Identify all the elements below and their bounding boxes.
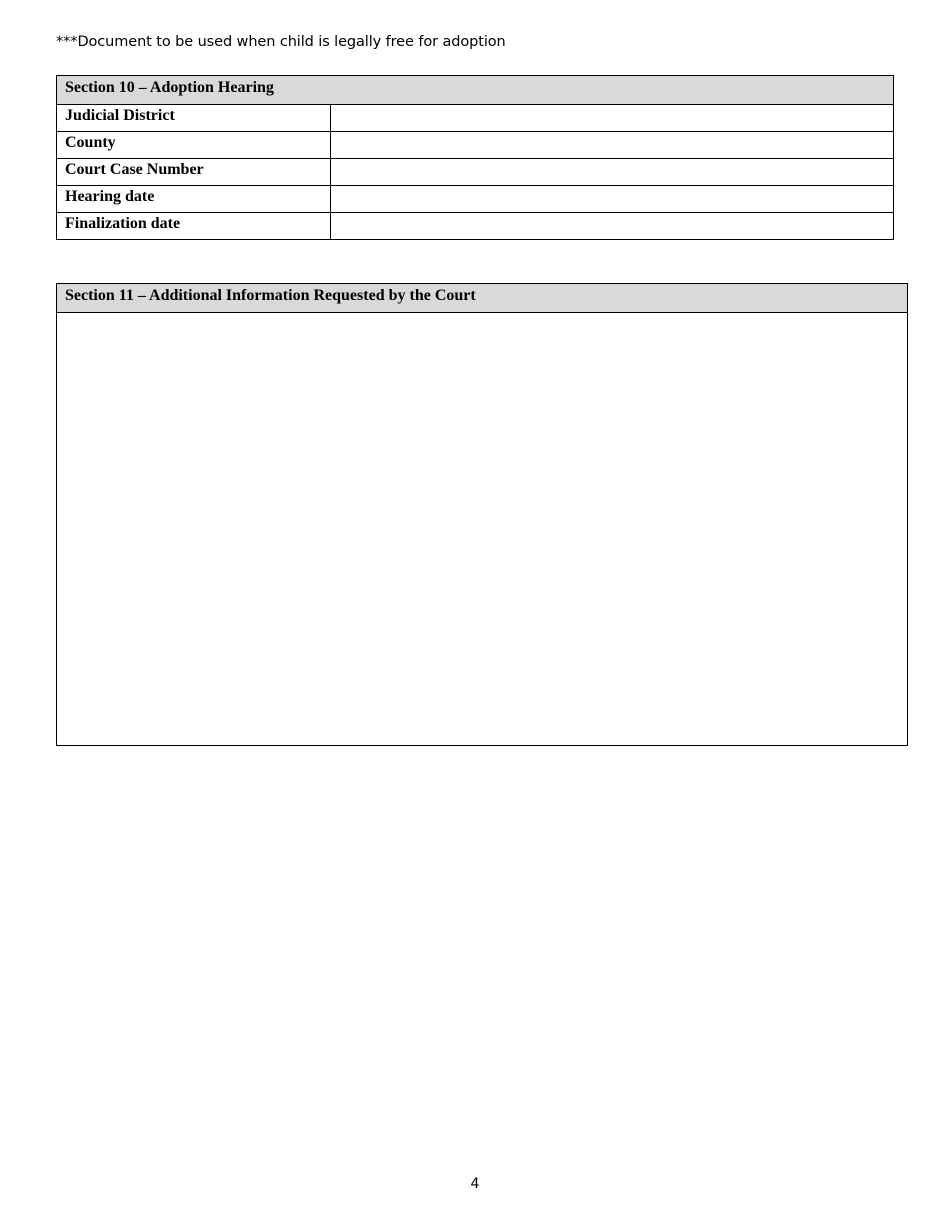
hearing-date-label: Hearing date — [57, 186, 331, 213]
table-row — [57, 213, 894, 240]
section-10-title: Section 10 – Adoption Hearing — [57, 76, 894, 105]
finalization-date-label: Finalization date — [57, 213, 331, 240]
section-11-box — [56, 283, 908, 746]
table-row — [57, 105, 894, 132]
county-field[interactable] — [331, 132, 894, 159]
judicial-district-label: Judicial District — [57, 105, 331, 132]
additional-information-field[interactable] — [57, 313, 907, 745]
court-case-number-label: Court Case Number — [57, 159, 331, 186]
judicial-district-field[interactable] — [331, 105, 894, 132]
page-number: 4 — [470, 1176, 480, 1192]
court-case-number-field[interactable] — [331, 159, 894, 186]
hearing-date-field[interactable] — [331, 186, 894, 213]
section-10-table — [56, 75, 894, 240]
section-10-header-row — [57, 76, 894, 105]
document-note: ***Document to be used when child is legally free for adoption — [56, 34, 506, 50]
section-11-title: Section 11 – Additional Information Requested by the Court — [57, 284, 907, 313]
table-row — [57, 159, 894, 186]
table-row — [57, 186, 894, 213]
table-row — [57, 132, 894, 159]
finalization-date-field[interactable] — [331, 213, 894, 240]
county-label: County — [57, 132, 331, 159]
